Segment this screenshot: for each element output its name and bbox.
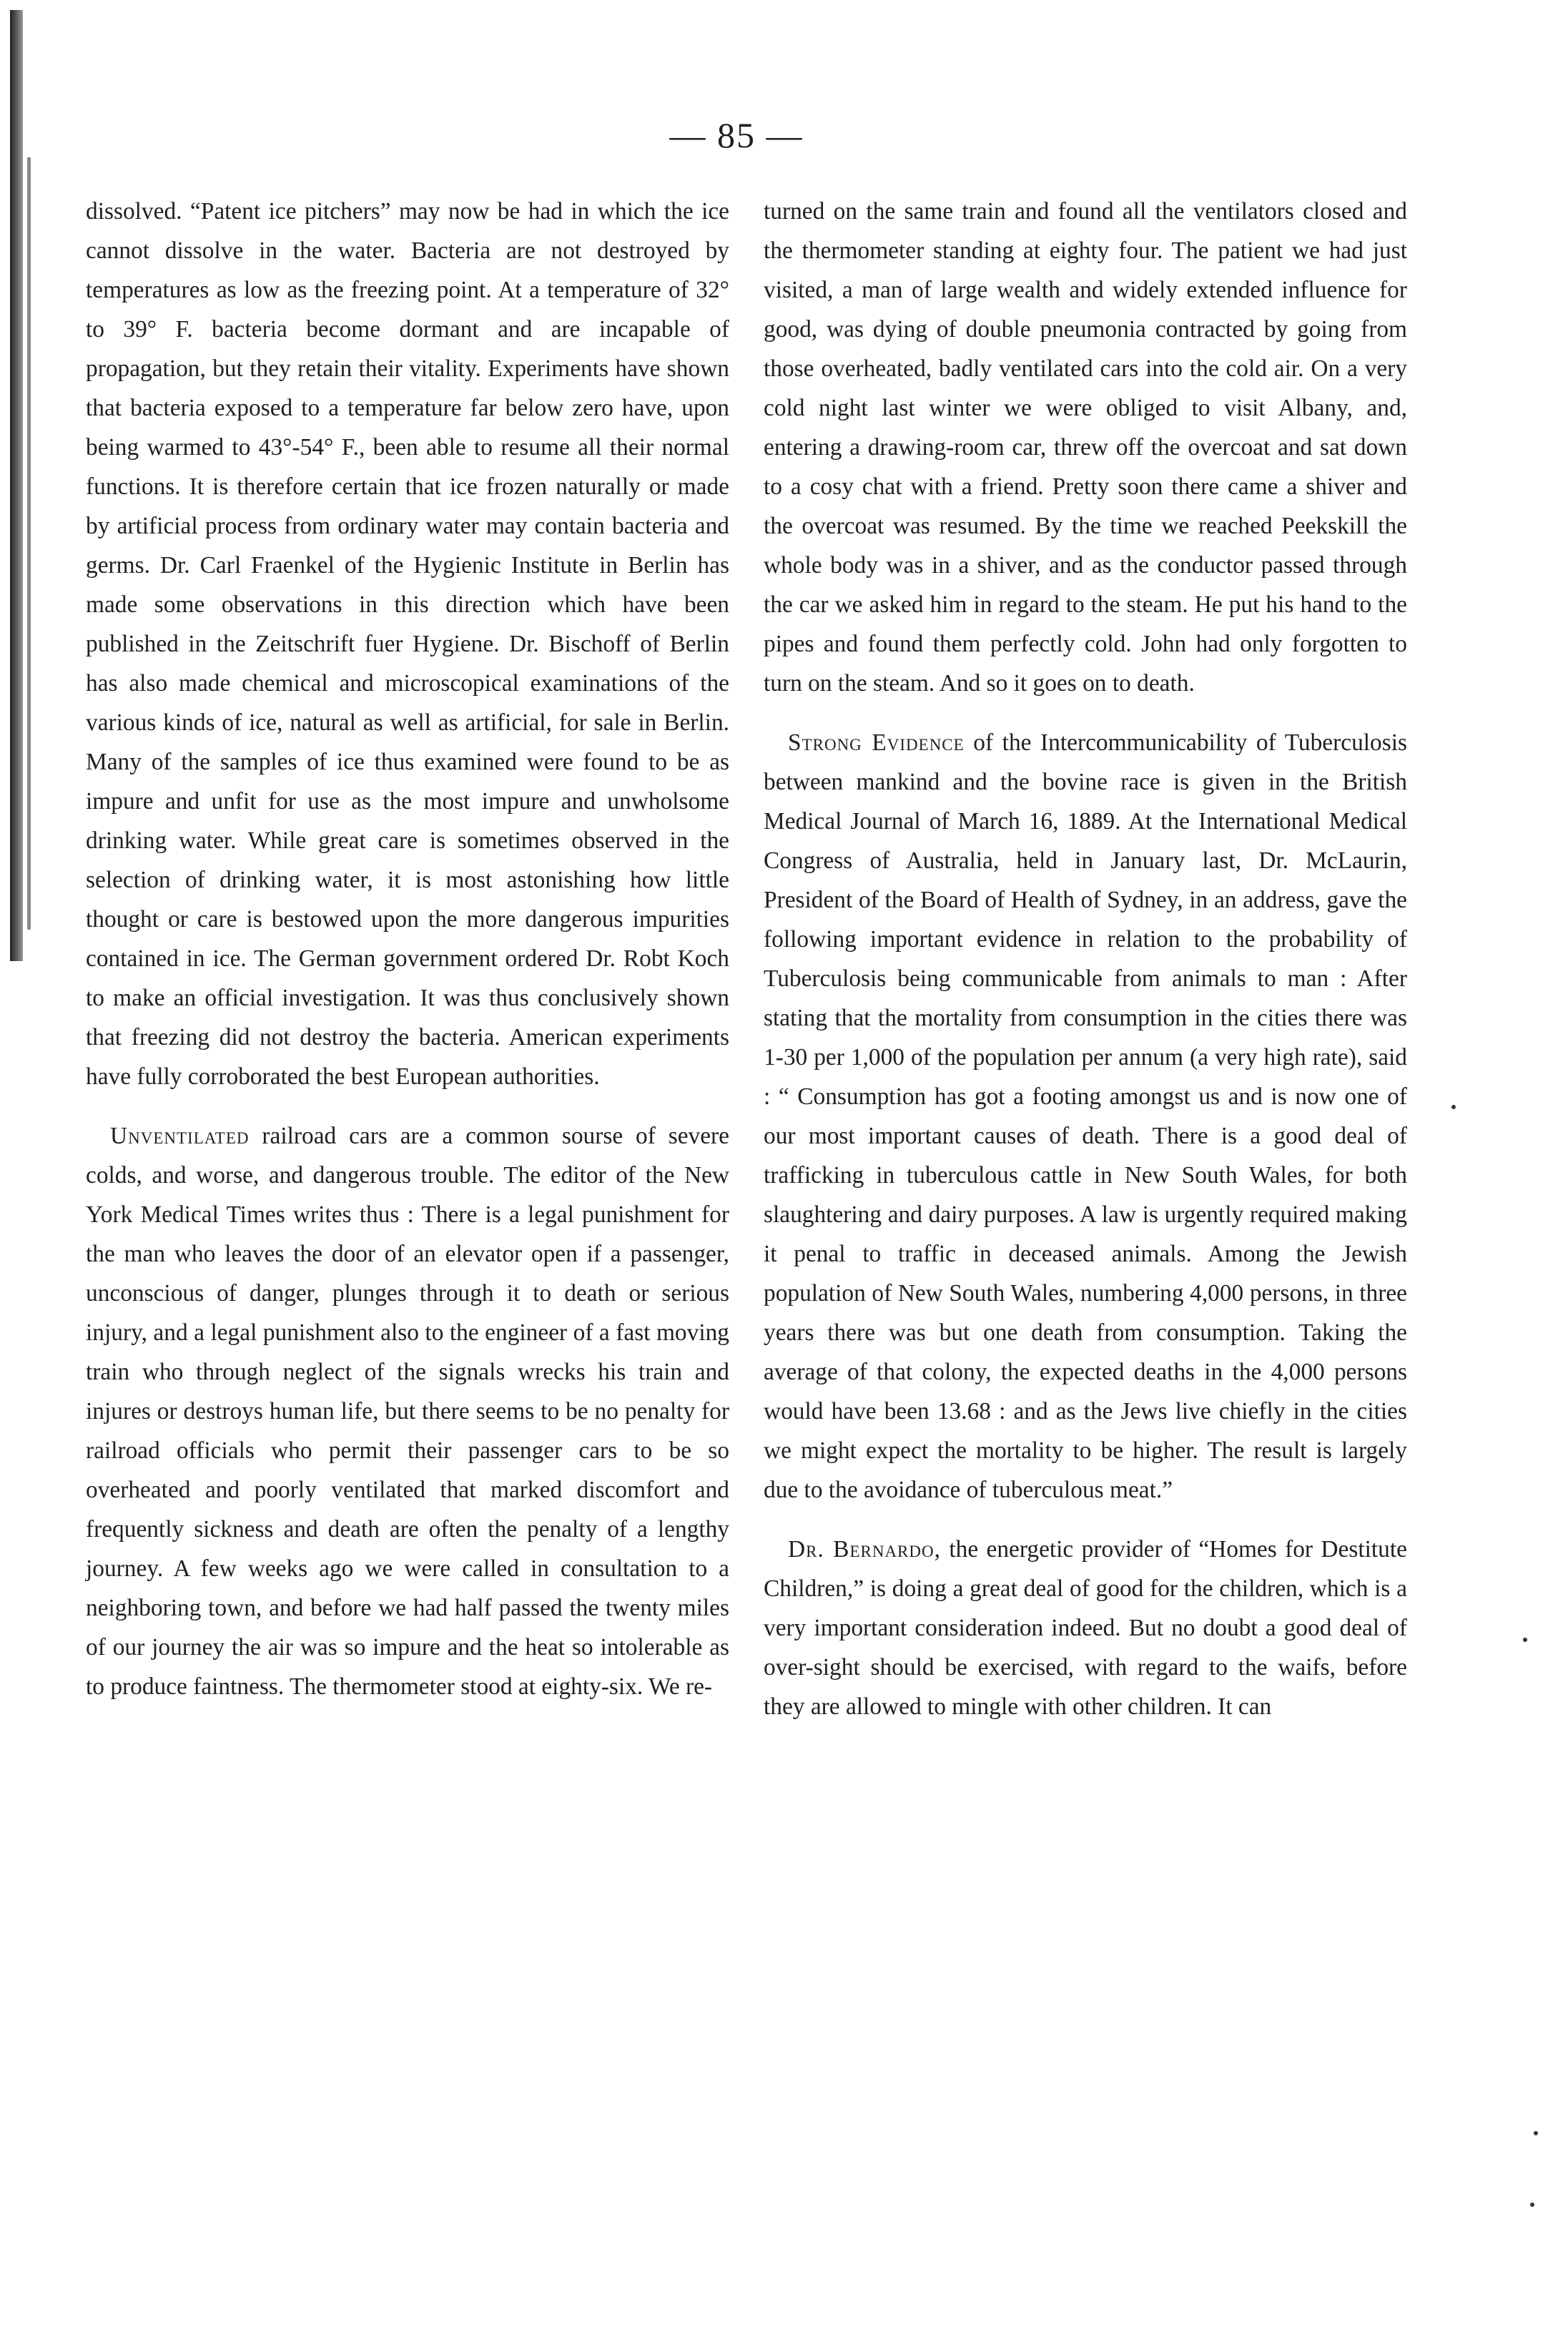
- right-column: [764, 192, 1407, 1746]
- margin-speck: [1451, 1105, 1456, 1109]
- margin-speck: [1530, 2203, 1534, 2207]
- paragraph-railroad-cars-text: railroad cars are a common sourse of severe colds, and worse, and dangerous trouble. The editor of the New York Medical Times writes thus : There is a legal punishment for the man who leaves the door of an elevator open if a passenger, unconscious of danger, plunges through it to death or serious injury, and a legal punishment also to the engineer of a fast moving train who through neglect of the signals wrecks his train and injures or destroys human life, but there seems to be no penalty for railroad officials who permit their passenger cars to be so overheated and poorly ventilated that marked discomfort and frequently sickness and death are often the penalty of a lengthy journey. A few weeks ago we were called in consultation to a neighboring town, and before we had half passed the twenty miles of our journey the air was so impure and the heat so intolerable as to produce faintness. The thermometer stood at eighty-six. We re-: [86, 1123, 729, 1700]
- left-column: [86, 192, 729, 1726]
- paragraph-tuberculosis: [764, 723, 1407, 1510]
- paragraph-ice-bacteria: dissolved. “Patent ice pitchers” may now be had in which the ice cannot dissolve in the water. Bacteria are not destroyed by temperatures as low as the freezing point. At a temperature of 32° to 39° F. bacteria become dormant and are incapable of propagation, but they retain their vitality. Experiments have shown that bacteria exposed to a temperature far below zero have, upon being warmed to 43°-54° F., been able to resume all their normal functions. It is therefore certain that ice frozen naturally or made by artificial process from ordinary water may contain bacteria and germs. Dr. Carl Fraenkel of the Hygienic Institute in Berlin has made some observations in this direction which have been published in the Zeitschrift fuer Hygiene. Dr. Bischoff of Berlin has also made chemical and microscopical examinations of the various kinds of ice, natural as well as artificial, for sale in Berlin. Many of the samples of ice thus examined were found to be as impure and unfit for use as the most impure and unwholsome drinking water. While great care is sometimes observed in the selection of drinking water, it is most astonishing how little thought or care is bestowed upon the more dangerous impurities contained in ice. The German government ordered Dr. Robt Koch to make an official investigation. It was thus conclusively shown that freezing did not destroy the bacteria. American experiments have fully corroborated the best European authorities.: [86, 198, 729, 1090]
- paragraph-lead-bernardo: Dr. Bernardo,: [788, 1536, 941, 1563]
- paragraph-bernardo: [764, 1530, 1407, 1726]
- page-number: — 85 —: [669, 115, 804, 155]
- paragraph-railroad-cars: [86, 1116, 729, 1706]
- margin-speck: [1523, 1638, 1527, 1642]
- paragraph-tuberculosis-text: of the Intercommunicability of Tuberculosis between mankind and the bovine race is given in the British Medical Journal of March 16, 1889. At the International Medical Congress of Australia, held in January last, Dr. McLaurin, President of the Board of Health of Sydney, in an address, gave the following important evidence in relation to the probability of Tuberculosis being communicable from animals to man : After stating that the mortality from consumption in the cities there was 1-30 per 1,000 of the population per annum (a very high rate), said : “ Consumption has got a footing amongst us and is now one of our most important causes of death. There is a good deal of trafficking in tuberculous cattle in New South Wales, for both slaughtering and dairy purposes. A law is urgently required making it penal to traffic in deceased animals. Among the Jewish population of New South Wales, numbering 4,000 persons, in three years there was but one death from consumption. Taking the average of that colony, the expected deaths in the 4,000 persons would have been 13.68 : and as the Jews live chiefly in the cities we might expect the mortality to be higher. The result is largely due to the avoidance of tuberculous meat.”: [764, 729, 1407, 1503]
- margin-speck: [1534, 2131, 1538, 2135]
- paragraph-railroad-continued: turned on the same train and found all the ventilators closed and the thermometer standing at eighty four. The patient we had just visited, a man of large wealth and widely extended influence for good, was dying of double pneumonia contracted by going from those overheated, badly ventilated cars into the cold air. On a very cold night last winter we were obliged to visit Albany, and, entering a drawing-room car, threw off the overcoat and sat down to a cosy chat with a friend. Pretty soon there came a shiver and the overcoat was resumed. By the time we reached Peekskill the whole body was in a shiver, and as the conductor passed through the car we asked him in regard to the steam. He put his hand to the pipes and found them perfectly cold. John had only forgotten to turn on the steam. And so it goes on to death.: [764, 198, 1407, 697]
- binding-shadow: [27, 157, 31, 930]
- binding-edge: [10, 10, 23, 961]
- paragraph-lead-strong-evidence: Strong Evidence: [788, 729, 965, 756]
- paragraph-bernardo-text: the energetic provider of “Homes for Destitute Children,” is doing a great deal of good for the children, which is a very important consideration indeed. But no doubt a good deal of over-sight should be exercised, with regard to the waifs, before they are allowed to mingle with other children. It can: [764, 1536, 1407, 1720]
- paragraph-lead-unventilated: Unventilated: [110, 1123, 250, 1149]
